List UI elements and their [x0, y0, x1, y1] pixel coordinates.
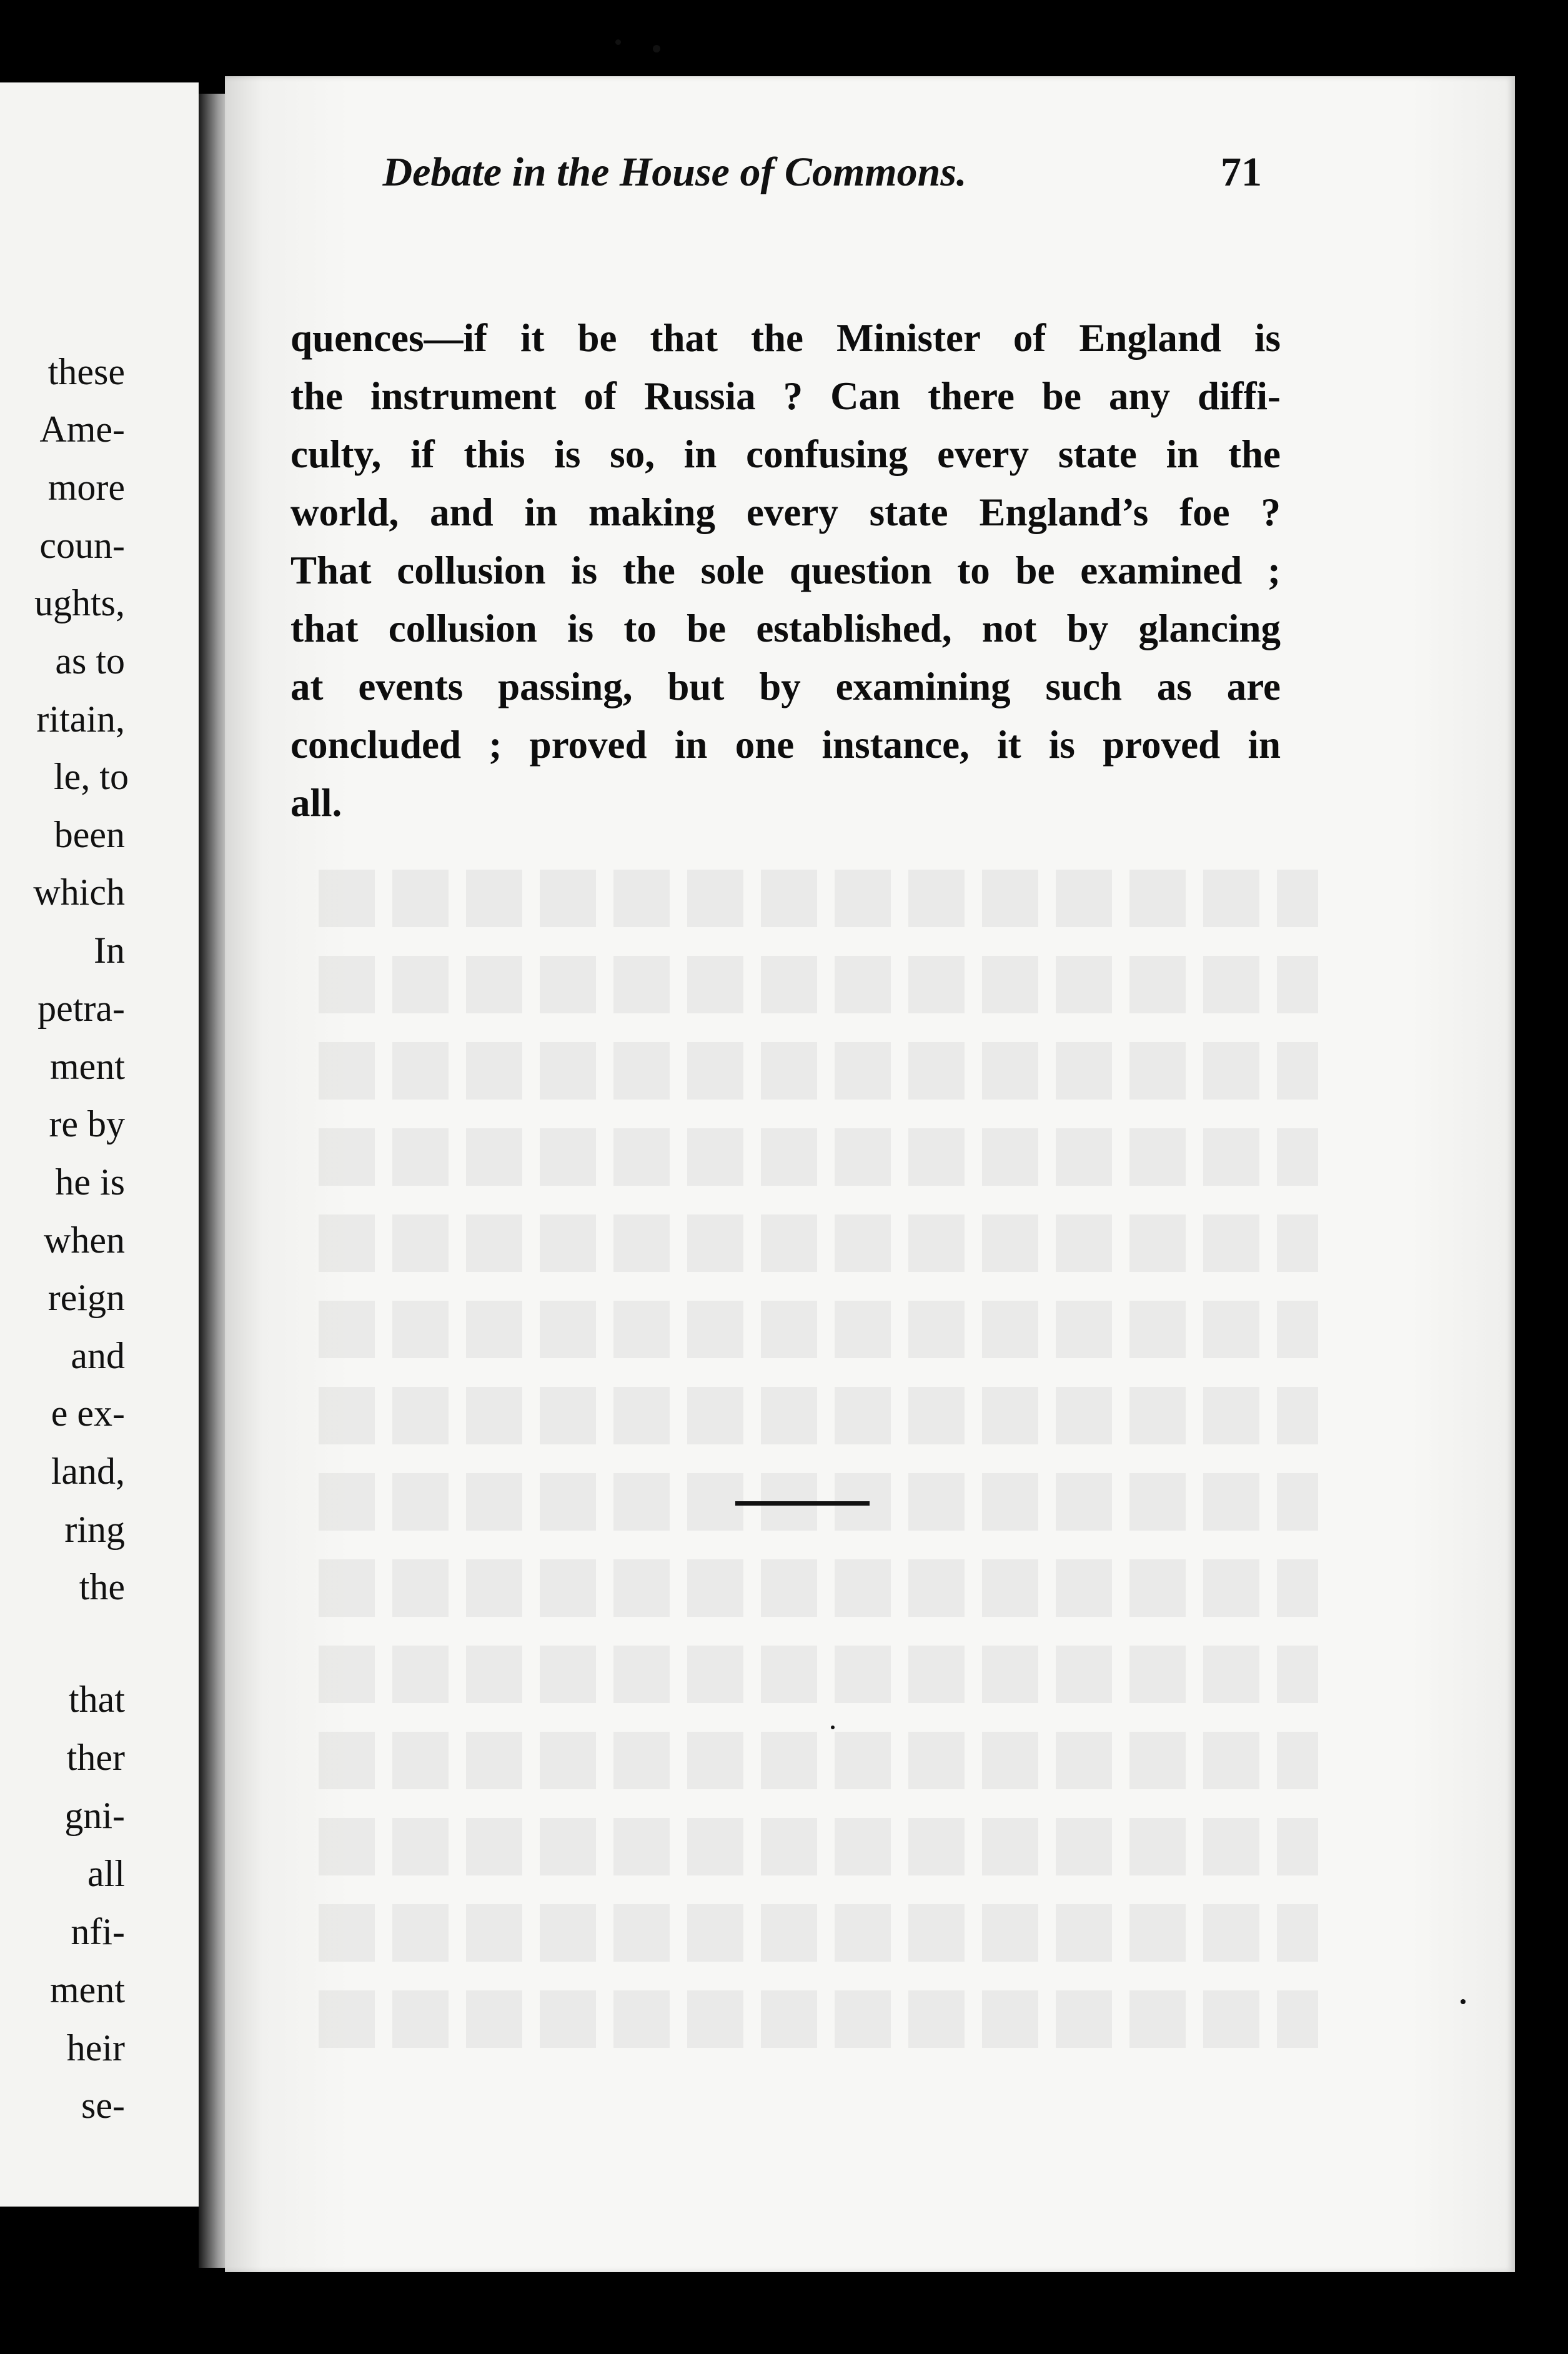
body-line: culty, if this is so, in confusing every state in the: [290, 432, 1281, 476]
left-page-line-fragment: ring: [64, 1509, 125, 1550]
body-line: world, and in making every state England’s foe ?: [290, 490, 1281, 534]
left-page-line-fragment: ment: [50, 1969, 125, 2010]
left-page-line-fragment: and: [71, 1335, 125, 1376]
left-page-line-fragment: ritain,: [36, 698, 125, 740]
scan-speck: [653, 45, 660, 52]
body-line: all.: [290, 781, 342, 825]
left-page-line-fragment: land,: [51, 1451, 125, 1492]
left-page-line-fragment: coun-: [39, 525, 125, 566]
show-through-reverse-text: [319, 856, 1318, 2137]
left-page-line-fragment: ther: [66, 1737, 125, 1778]
body-line: quences—if it be that the Minister of England is: [290, 316, 1281, 360]
scan-speck: [615, 39, 621, 45]
scan-speck: [831, 1726, 835, 1729]
left-page-line-fragment: been: [54, 814, 125, 855]
running-head: [237, 149, 1274, 205]
left-page-line-fragment: e ex-: [51, 1393, 125, 1434]
left-page-line-fragment: all: [87, 1853, 125, 1894]
left-page-line-fragment: more: [47, 467, 125, 508]
left-page-line-fragment: the: [79, 1566, 125, 1607]
left-page-line-fragment: he is: [55, 1161, 125, 1203]
body-paragraph: [290, 309, 1281, 832]
left-page-line-fragment: these: [47, 351, 125, 392]
left-page-line-fragment: se-: [81, 2085, 125, 2126]
left-page-line-fragment: ment: [50, 1046, 125, 1087]
body-line: at events passing, but by examining such as are: [290, 665, 1281, 708]
left-page-line-fragment: petra-: [37, 988, 125, 1029]
left-page-line-fragment: gni-: [64, 1795, 125, 1836]
section-divider-rule: [735, 1501, 870, 1506]
body-line: That collusion is the sole question to be examined ;: [290, 549, 1281, 592]
left-page-line-fragment: heir: [66, 2027, 125, 2068]
left-facing-page: [0, 82, 199, 2207]
left-page-line-fragment: le, to: [54, 756, 129, 797]
left-page-line-fragment: which: [33, 872, 125, 913]
left-page-line-fragment: Ame-: [39, 409, 125, 450]
left-page-line-fragment: that: [69, 1679, 125, 1720]
body-line: that collusion is to be established, not by glancing: [290, 607, 1281, 650]
left-page-line-fragment: nfi-: [71, 1911, 125, 1952]
scan-speck: [1461, 1999, 1466, 2004]
left-page-line-fragment: re by: [49, 1103, 125, 1145]
page-number: 71: [1221, 149, 1262, 195]
left-page-line-fragment: In: [94, 930, 125, 971]
left-page-line-fragment: reign: [47, 1277, 125, 1318]
body-line: concluded ; proved in one instance, it is proved in: [290, 723, 1281, 767]
left-page-line-fragment: as to: [55, 640, 125, 682]
left-page-line-fragment: when: [44, 1219, 125, 1261]
body-line: the instrument of Russia ? Can there be any diffi-: [290, 374, 1281, 418]
running-title: Debate in the House of Commons.: [382, 149, 967, 195]
left-page-line-fragment: ughts,: [34, 582, 125, 623]
